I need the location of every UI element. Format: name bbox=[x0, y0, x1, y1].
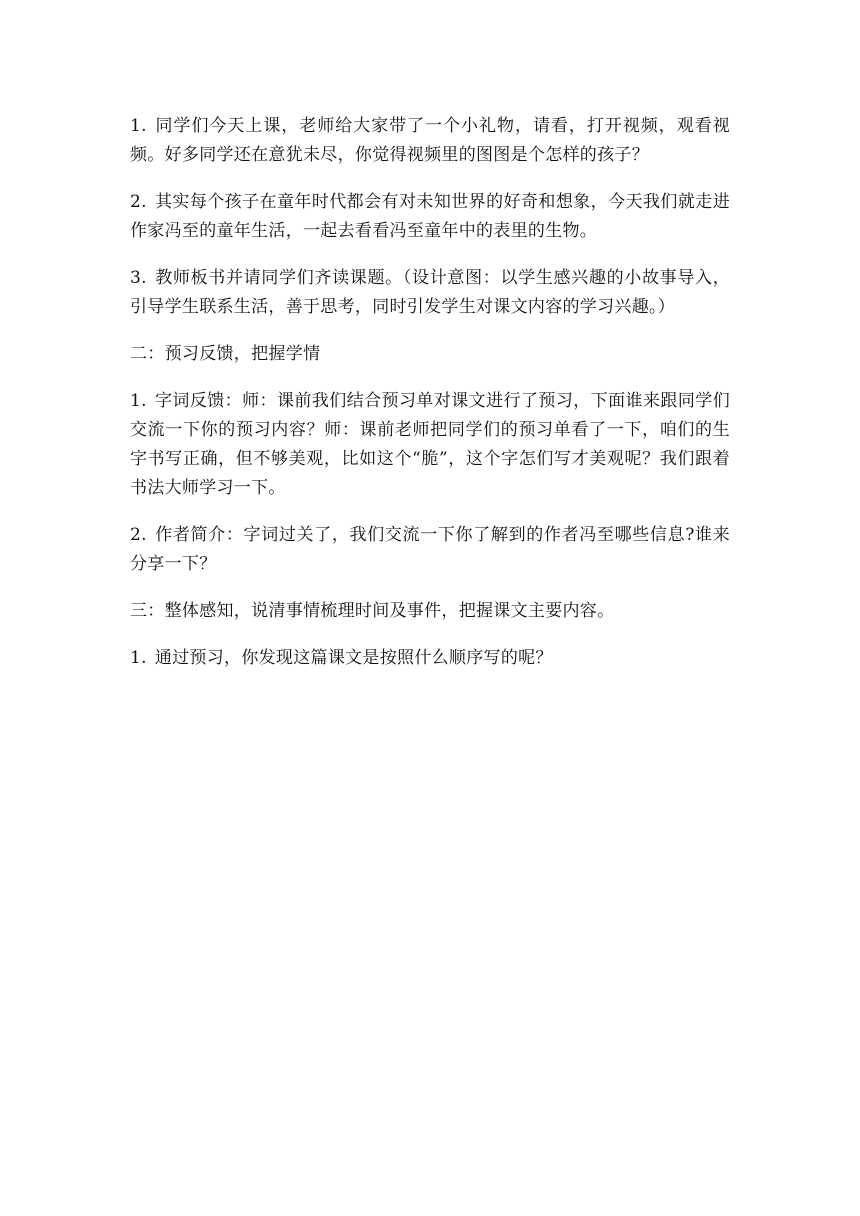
paragraph-text: 其实每个孩子在童年时代都会有对未知世界的好奇和想象，今天我们就走进作家冯至的童年生活，一起去看看冯至童年中的表里的生物。 bbox=[130, 192, 730, 241]
item-number: 3. bbox=[130, 268, 147, 288]
paragraph-intro-1 bbox=[130, 112, 730, 170]
item-number: 1. bbox=[130, 391, 147, 411]
item-number: 2. bbox=[130, 525, 147, 545]
paragraph-preview-2 bbox=[130, 521, 730, 579]
paragraph-intro-3 bbox=[130, 264, 730, 322]
document-body bbox=[130, 112, 730, 691]
paragraph-intro-2 bbox=[130, 188, 730, 246]
item-number: 2. bbox=[130, 192, 147, 212]
section-heading-overall-perception: 三：整体感知，说清事情梳理时间及事件，把握课文主要内容。 bbox=[130, 601, 615, 621]
paragraph-preview-1 bbox=[130, 387, 730, 503]
paragraph-text: 字词反馈：师：课前我们结合预习单对课文进行了预习，下面谁来跟同学们交流一下你的预习内容？师：课前老师把同学们的预习单看了一下，咱们的生字书写正确，但不够美观，比如这个“脆”，这个字怎们写才美观呢？我们跟着书法大师学习一下。 bbox=[130, 391, 730, 498]
paragraph-text: 教师板书并请同学们齐读课题。（设计意图：以学生感兴趣的小故事导入，引导学生联系生活，善于思考，同时引发学生对课文内容的学习兴趣。） bbox=[130, 268, 730, 317]
paragraph-overall-1 bbox=[130, 644, 730, 673]
item-number: 1. bbox=[130, 648, 147, 668]
paragraph-text: 作者简介：字词过关了，我们交流一下你了解到的作者冯至哪些信息?谁来分享一下？ bbox=[130, 525, 730, 574]
paragraph-text: 同学们今天上课，老师给大家带了一个小礼物，请看，打开视频，观看视频。好多同学还在意犹未尽，你觉得视频里的图图是个怎样的孩子？ bbox=[130, 116, 730, 165]
paragraph-text: 通过预习，你发现这篇课文是按照什么顺序写的呢？ bbox=[154, 648, 553, 668]
section-heading-preview-feedback: 二：预习反馈，把握学情 bbox=[130, 344, 321, 364]
item-number: 1. bbox=[130, 116, 147, 136]
